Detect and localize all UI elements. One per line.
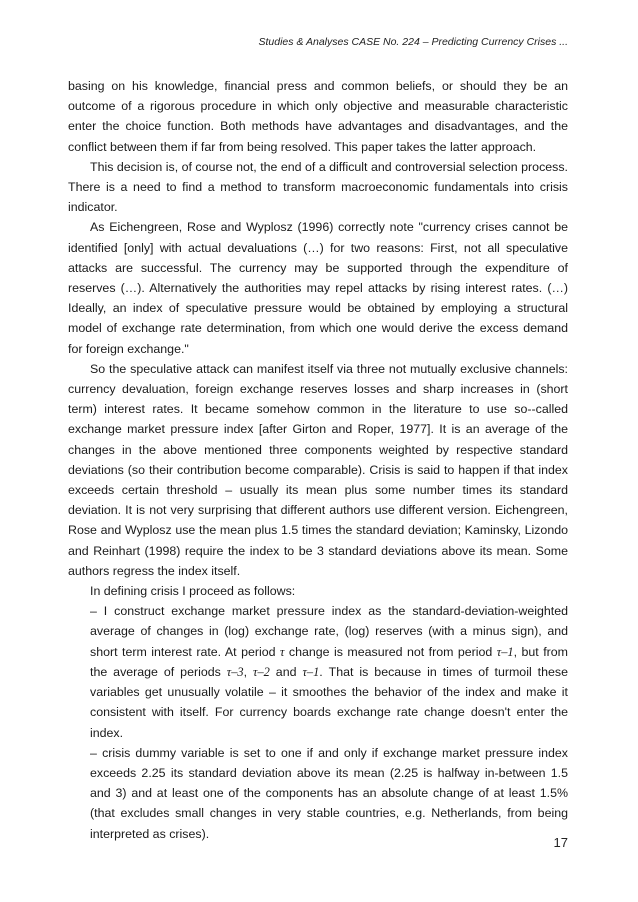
paragraph-quote: As Eichengreen, Rose and Wyplosz (1996) correctly note "currency crises cannot be identified [only] with actual devaluations (…) for two reasons: First, not all speculative attacks are successful. The currency may be supported through the expenditure of reserves (…). Alternatively the authorities may repel attacks by rising interest rates. (…) Ideally, an index of speculative pressure would be obtained by employing a structural model of exchange rate determination, from which one would derive the excess demand for foreign exchange." [68, 220, 568, 356]
body-text [68, 76, 568, 844]
math-tau-minus-1: τ–1 [302, 664, 320, 679]
list-text: , [243, 664, 248, 679]
paragraph-decision: This decision is, of course not, the end of a difficult and controversial selection process. There is a need to find a method to transform macroeconomic fundamentals into crisis indicator. [68, 159, 568, 215]
math-tau: τ [279, 644, 285, 659]
paragraph-continuation: basing on his knowledge, financial press and common beliefs, or should they be an outcome of a rigorous procedure in which only objective and measurable characteristic enter the choice function. Both methods have advantages and disadvantages, and the conflict between them if far from being resolved. This paper takes the latter approach. [68, 79, 568, 154]
list-text: , but from the average of periods [90, 644, 568, 679]
list-text: crisis dummy variable is set to one if and only if exchange market pressure index exceeds 2.25 its standard deviation above its mean (2.25 is halfway in-between 1.5 and 3) and at least one of the components has an absolute change of at least 1.5% (that excludes small changes in very stable countries, e.g. Netherlands, from being interpreted as crises). [90, 745, 568, 841]
list-dash: – [90, 604, 97, 619]
list-text: change is measured not from period [288, 644, 493, 659]
math-tau-minus-2: τ–2 [253, 664, 270, 679]
list-item-construct-index [68, 601, 568, 742]
math-tau-minus-1: τ–1 [496, 644, 514, 659]
paragraph-speculative-attack: So the speculative attack can manifest itself via three not mutually exclusive channels: currency devaluation, foreign exchange reserves losses and sharp increases in (short term) interest rates. It became somehow common in the literature to use so--called exchange market pressure index [after Girton and Roper, 1977]. It is an average of the changes in the above mentioned three components weighted by respective standard deviations (so their contribution become comparable). Crisis is said to happen if that index exceeds certain threshold – usually its mean plus some number times its standard deviation. It is not very surprising that different authors use different version. Eichengreen, Rose and Wyplosz use the mean plus 1.5 times the standard deviation; Kaminsky, Lizondo and Reinhart (1998) require the index to be 3 standard deviations above its mean. Some authors regress the index itself. [68, 361, 568, 578]
running-header: Studies & Analyses CASE No. 224 – Predicting Currency Crises ... [258, 36, 568, 48]
list-text: and [275, 664, 297, 679]
list-text: . That is because in times of turmoil these variables get unusually volatile – it smoothes the behavior of the index and make it consistent with itself. For currency boards exchange rate change doesn't enter the index. [90, 664, 568, 740]
page-number: 17 [553, 835, 568, 850]
paragraph-defining-crisis: In defining crisis I proceed as follows: [90, 584, 296, 599]
list-dash: – [90, 745, 97, 760]
math-tau-minus-3: τ–3 [226, 664, 244, 679]
list-item-crisis-dummy [68, 743, 568, 844]
list-text: I construct exchange market pressure index as the standard-deviation-weighted average of changes in (log) exchange rate, (log) reserves (with a minus sign), and short term interest rate. At period [90, 604, 568, 659]
